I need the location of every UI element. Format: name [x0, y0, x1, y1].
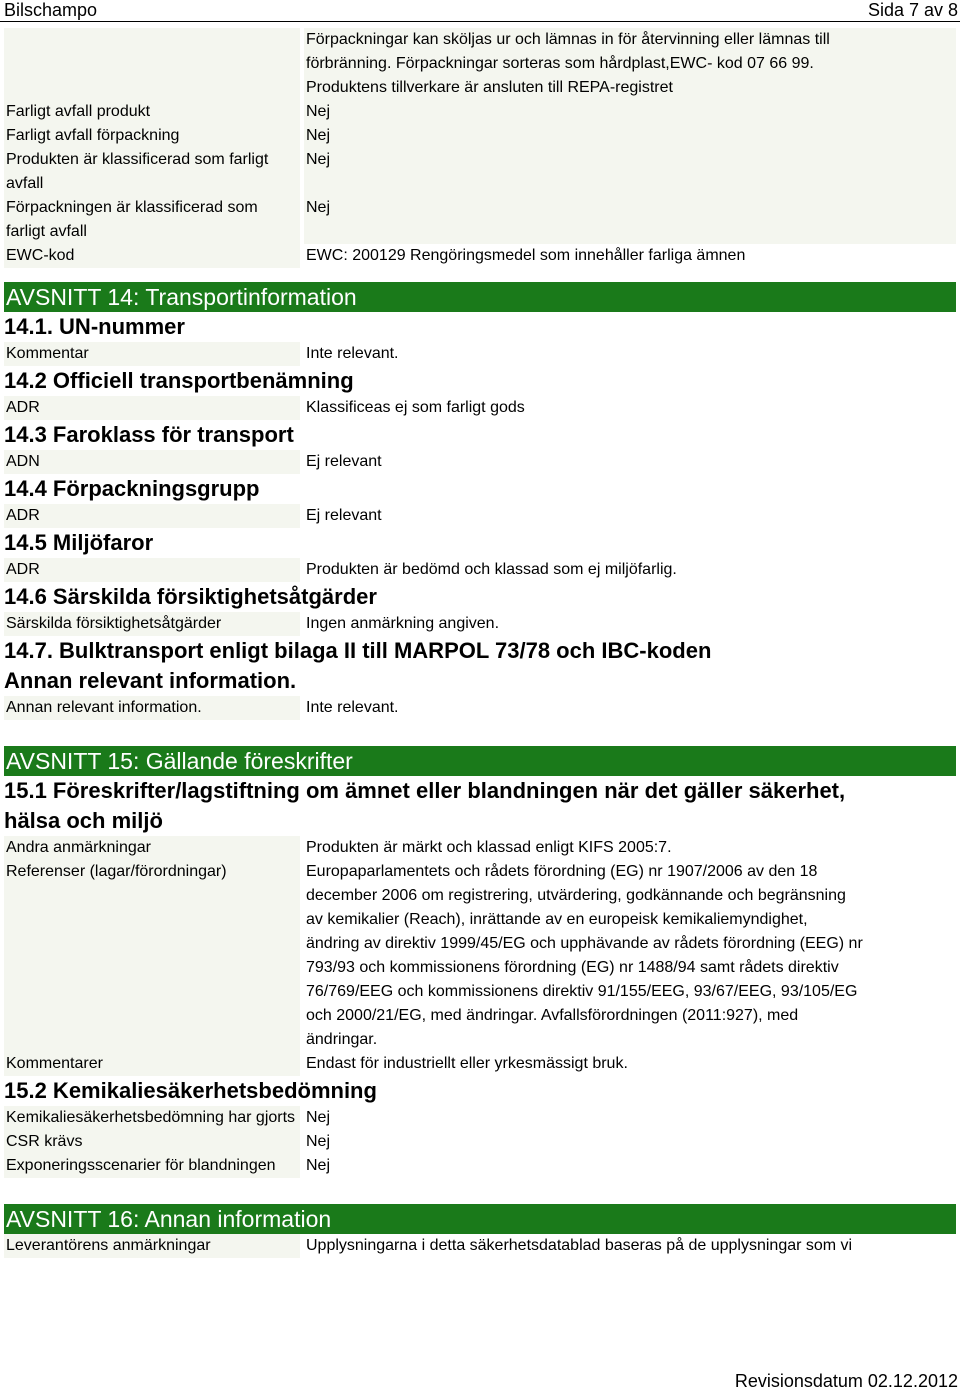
section-14-title: AVSNITT 14: Transportinformation	[4, 282, 956, 312]
row-label: Farligt avfall produkt	[4, 100, 300, 124]
reference-line: av kemikalier (Reach), inrättande av en europeisk kemikaliemyndighet,	[306, 911, 808, 928]
section-16-title: AVSNITT 16: Annan information	[4, 1204, 956, 1234]
reference-line: Europaparlamentets och rådets förordning (EG) nr 1907/2006 av den 18	[306, 863, 818, 880]
table-row	[0, 1130, 960, 1154]
subsection-heading: 14.3 Faroklass för transport	[4, 422, 294, 447]
table-row	[0, 450, 960, 474]
row-label: Andra anmärkningar	[4, 836, 300, 860]
table-row	[0, 1052, 960, 1076]
row-label: CSR krävs	[4, 1130, 300, 1154]
page-header	[0, 0, 960, 22]
row-value: Produkten är märkt och klassad enligt KIFS 2005:7.	[304, 836, 956, 860]
table-row	[0, 836, 960, 860]
table-row	[0, 1234, 960, 1258]
row-label: Leverantörens anmärkningar	[4, 1234, 300, 1258]
table-row	[0, 396, 960, 420]
waste-intro-text	[304, 28, 956, 100]
subsection-heading: 14.6 Särskilda försiktighetsåtgärder	[4, 584, 377, 609]
row-value: Endast för industriellt eller yrkesmässigt bruk.	[304, 1052, 956, 1076]
row-label: Kommentar	[4, 342, 300, 366]
table-row	[0, 1106, 960, 1130]
row-value: Ej relevant	[304, 450, 956, 474]
row-value	[304, 860, 956, 1052]
row-value: Ingen anmärkning angiven.	[304, 612, 956, 636]
page-number: Sida 7 av 8	[867, 0, 958, 20]
table-row	[0, 558, 960, 582]
table-row	[0, 196, 960, 244]
reference-line: 793/93 och kommissionens förordning (EG) nr 1488/94 samt rådets direktiv	[306, 959, 839, 976]
row-label: ADR	[4, 396, 300, 420]
subsection-heading: hälsa och miljö	[4, 808, 163, 833]
waste-intro-line: Produktens tillverkare är ansluten till REPA-registret	[306, 79, 673, 96]
document-title: Bilschampo	[4, 0, 98, 20]
row-label: ADN	[4, 450, 300, 474]
revision-date: Revisionsdatum 02.12.2012	[734, 1371, 958, 1391]
row-value: Klassificeas ej som farligt gods	[304, 396, 956, 420]
reference-line: ändring av direktiv 1999/45/EG och upphävande av rådets förordning (EEG) nr	[306, 935, 863, 952]
table-row	[0, 696, 960, 720]
reference-line: december 2006 om registrering, utvärdering, godkännande och begränsning	[306, 887, 846, 904]
reference-line: och 2000/21/EG, med ändringar. Avfallsförordningen (2011:927), med	[306, 1007, 799, 1024]
row-label: Farligt avfall förpackning	[4, 124, 300, 148]
subsection-heading: Annan relevant information.	[4, 668, 297, 693]
subsection-heading: 14.4 Förpackningsgrupp	[4, 476, 260, 501]
waste-intro-label	[4, 28, 300, 100]
subsection-heading: 15.1 Föreskrifter/lagstiftning om ämnet eller blandningen när det gäller säkerhet,	[4, 778, 846, 803]
subsection-heading: 14.7. Bulktransport enligt bilaga II till MARPOL 73/78 och IBC-koden	[4, 638, 712, 663]
row-label: EWC-kod	[4, 244, 300, 268]
row-value: Nej	[304, 196, 956, 244]
row-label: Exponeringsscenarier för blandningen	[4, 1154, 300, 1178]
row-value: Nej	[304, 100, 956, 124]
table-row	[0, 244, 960, 268]
table-row	[0, 860, 960, 1052]
table-row	[0, 100, 960, 124]
section-15-title: AVSNITT 15: Gällande föreskrifter	[4, 746, 956, 776]
row-label: Förpackningen är klassificerad som farligt avfall	[4, 196, 300, 244]
row-label: Produkten är klassificerad som farligt avfall	[4, 148, 300, 196]
waste-intro-line: förbränning. Förpackningar sorteras som hårdplast,EWC- kod 07 66 99.	[306, 55, 814, 72]
row-value: Ej relevant	[304, 504, 956, 528]
table-row	[0, 504, 960, 528]
row-label: Referenser (lagar/förordningar)	[4, 860, 300, 1052]
table-row	[0, 1154, 960, 1178]
row-value: Nej	[304, 124, 956, 148]
row-label: Särskilda försiktighetsåtgärder	[4, 612, 300, 636]
row-value: EWC: 200129 Rengöringsmedel som innehåller farliga ämnen	[304, 244, 956, 268]
row-value: Nej	[304, 1130, 956, 1154]
row-value: Produkten är bedömd och klassad som ej miljöfarlig.	[304, 558, 956, 582]
table-row	[0, 148, 960, 196]
subsection-heading: 14.2 Officiell transportbenämning	[4, 368, 354, 393]
table-row	[0, 342, 960, 366]
row-value: Nej	[304, 1106, 956, 1130]
row-value: Nej	[304, 1154, 956, 1178]
row-label: Kommentarer	[4, 1052, 300, 1076]
reference-line: 76/769/EEG och kommissionens direktiv 91/155/EEG, 93/67/EEG, 93/105/EG	[306, 983, 858, 1000]
header-rule	[0, 21, 960, 22]
row-label: ADR	[4, 558, 300, 582]
subsection-heading: 15.2 Kemikaliesäkerhetsbedömning	[4, 1078, 377, 1103]
table-row	[0, 124, 960, 148]
row-value: Inte relevant.	[304, 696, 956, 720]
row-value: Nej	[304, 148, 956, 196]
row-label: Kemikaliesäkerhetsbedömning har gjorts	[4, 1106, 300, 1130]
table-row	[0, 612, 960, 636]
row-label: Annan relevant information.	[4, 696, 300, 720]
subsection-heading: 14.1. UN-nummer	[4, 314, 185, 339]
row-value: Upplysningarna i detta säkerhetsdatablad baseras på de upplysningar som vi	[304, 1234, 956, 1258]
waste-intro-row	[0, 28, 960, 100]
subsection-heading: 14.5 Miljöfaror	[4, 530, 154, 555]
row-value: Inte relevant.	[304, 342, 956, 366]
row-label: ADR	[4, 504, 300, 528]
document-body	[0, 28, 960, 1258]
waste-intro-line: Förpackningar kan sköljas ur och lämnas in för återvinning eller lämnas till	[306, 31, 830, 48]
reference-line: ändringar.	[306, 1031, 378, 1048]
